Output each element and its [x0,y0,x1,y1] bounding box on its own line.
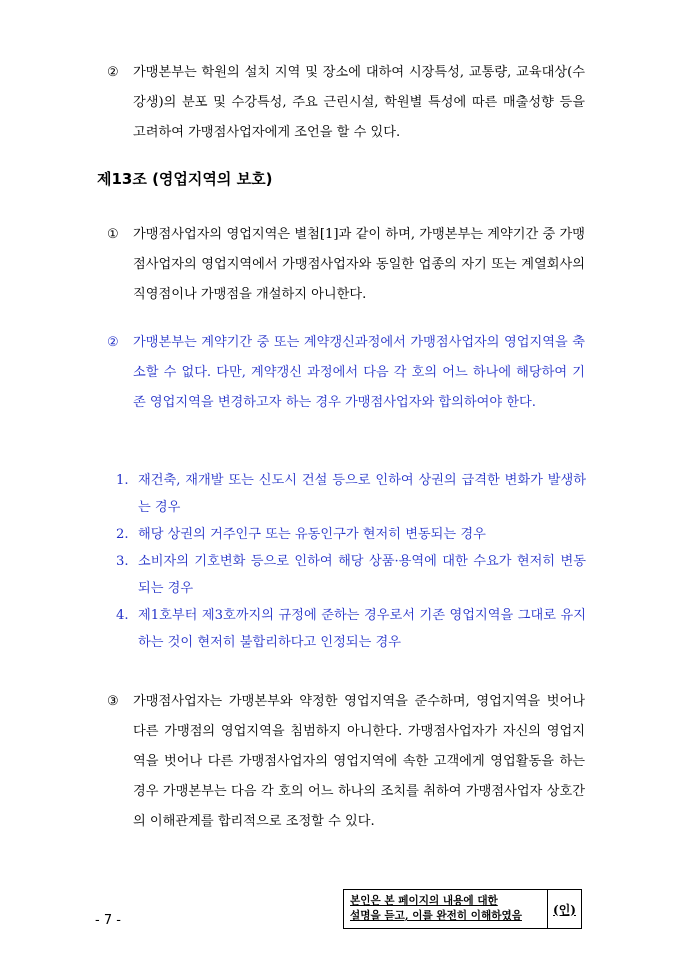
list-item-number: 4. [116,608,129,623]
paragraph-text: 가맹본부는 학원의 설치 지역 및 장소에 대하여 시장특성, 교통량, 교육대상(수강생)의 분포 및 수강특성, 주요 근린시설, 학원별 특성에 따른 매출성향 등을 고려하여 가맹점사업자에게 조언을 할 수 있다. [133,65,585,140]
list-item-number: 2. [116,527,129,542]
list-item [116,521,586,548]
page-number: - 7 - [95,913,121,928]
paragraph-2-intro [107,58,585,148]
paragraph-marker: ③ [107,694,119,709]
article-paragraph-3 [107,687,585,837]
list-item-number: 1. [116,473,129,488]
confirmation-box [343,889,582,929]
confirmation-line-1: 본인은 본 페이지의 내용에 대한 [350,895,498,907]
confirmation-line-2: 설명을 듣고, 이를 완전히 이해하였음 [350,910,522,922]
paragraph-marker: ② [107,335,119,350]
article-paragraph-1 [107,220,585,310]
article-item-list [116,467,586,656]
paragraph-marker: ② [107,65,119,80]
list-item [116,467,586,521]
article-paragraph-2 [107,328,585,418]
paragraph-text: 가맹점사업자는 가맹본부와 약정한 영업지역을 준수하며, 영업지역을 벗어나 다른 가맹점의 영업지역을 침범하지 아니한다. 가맹점사업자가 자신의 영업지역을 벗어나 다른 가맹점사업자의 영업지역에 속한 고객에게 영업활동을 하는 경우 가맹본부는 다음 각 호의 어느 하나의 조치를 취하여 가맹점사업자 상호간의 이해관계를 합리적으로 조정할 수 있다. [133,694,585,829]
list-item [116,602,586,656]
article-heading: 제13조 (영업지역의 보호) [97,170,273,188]
seal-field[interactable]: (인) [553,902,576,917]
list-item-number: 3. [116,554,129,569]
list-item [116,548,586,602]
list-item-text: 해당 상권의 거주인구 또는 유동인구가 현저히 변동되는 경우 [138,527,486,542]
paragraph-text: 가맹점사업자의 영업지역은 별첨[1]과 같이 하며, 가맹본부는 계약기간 중 가맹점사업자의 영업지역에서 가맹점사업자와 동일한 업종의 자기 또는 계열회사의 직영점이나 가맹점을 개설하지 아니한다. [133,227,585,302]
confirmation-statement [344,890,548,928]
paragraph-text: 가맹본부는 계약기간 중 또는 계약갱신과정에서 가맹점사업자의 영업지역을 축소할 수 없다. 다만, 계약갱신 과정에서 다음 각 호의 어느 하나에 해당하여 기존 영업지역을 변경하고자 하는 경우 가맹점사업자와 합의하여야 한다. [133,335,585,410]
list-item-text: 재건축, 재개발 또는 신도시 건설 등으로 인하여 상권의 급격한 변화가 발생하는 경우 [138,473,586,515]
paragraph-marker: ① [107,227,119,242]
list-item-text: 제1호부터 제3호까지의 규정에 준하는 경우로서 기존 영업지역을 그대로 유지하는 것이 현저히 불합리하다고 인정되는 경우 [138,608,586,650]
list-item-text: 소비자의 기호변화 등으로 인하여 해당 상품·용역에 대한 수요가 현저히 변동되는 경우 [138,554,586,596]
